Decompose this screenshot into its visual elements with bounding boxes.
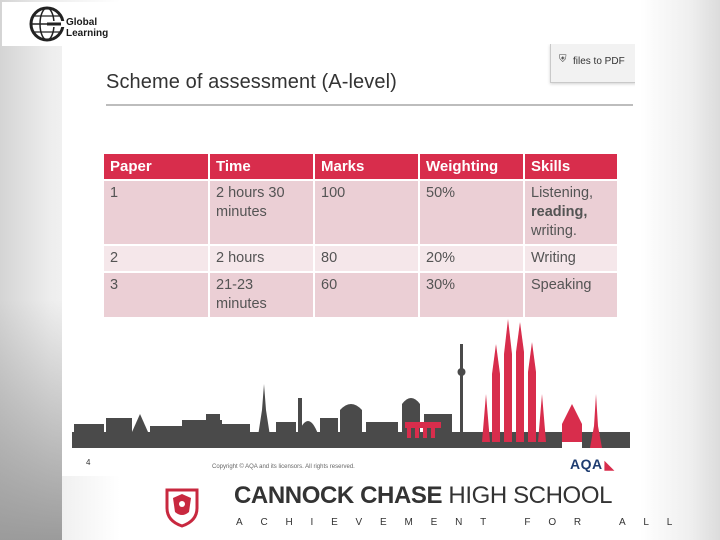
cell-time: 2 hours [209,245,314,272]
background-shade [0,300,62,540]
skyline-silhouette [72,344,630,448]
school-crest-icon [165,488,199,528]
global-learning-logo [2,2,122,46]
slide [62,44,635,476]
school-name-bold: CANNOCK CHASE [234,482,443,509]
tooltip-text: files to PDF [573,56,625,67]
shield-icon: ⛨ [559,54,567,65]
cell-time: 21-23 minutes [209,272,314,317]
city-skyline-illustration [62,314,635,454]
school-name [234,482,612,510]
slide-title: Scheme of assessment (A-level) [106,71,397,93]
cell-weighting: 20% [419,245,524,272]
skill-reading: reading, [531,204,588,220]
cell-skills: Speaking [524,272,617,317]
cell-paper: 2 [104,245,209,272]
table-row [104,272,617,317]
assessment-table [104,154,617,317]
skill-listening: Listening, [531,185,594,201]
cell-marks: 100 [314,180,419,245]
page-number: 4 [86,458,91,467]
cell-weighting: 50% [419,180,524,245]
title-divider [106,104,633,106]
table-header-row [104,154,617,180]
aqa-logo [570,456,614,472]
header-paper: Paper [104,154,209,180]
table-row [104,180,617,245]
school-name-rest: HIGH SCHOOL [442,482,613,509]
cell-skills: Writing [524,245,617,272]
cell-paper: 3 [104,272,209,317]
cell-marks: 80 [314,245,419,272]
table-row [104,245,617,272]
cell-marks: 60 [314,272,419,317]
aqa-mark-icon: ◣ [604,458,615,472]
skill-writing: writing. [531,223,577,239]
cell-time: 2 hours 30 minutes [209,180,314,245]
header-weighting: Weighting [419,154,524,180]
header-time: Time [209,154,314,180]
cell-paper: 1 [104,180,209,245]
cell-skills [524,180,617,245]
aqa-logo-text: AQA [570,456,603,472]
cell-weighting: 30% [419,272,524,317]
pdf-tooltip[interactable] [550,44,635,83]
logo-line-1: Global [66,17,98,28]
skyline-highlights [405,319,602,448]
logo-line-2: Learning [66,27,109,39]
header-skills: Skills [524,154,617,180]
school-motto: ACHIEVEMENT FOR ALL [236,517,691,528]
header-marks: Marks [314,154,419,180]
copyright-notice: Copyright © AQA and its licensors. All rights reserved. [212,464,355,470]
globe-icon [29,6,65,42]
